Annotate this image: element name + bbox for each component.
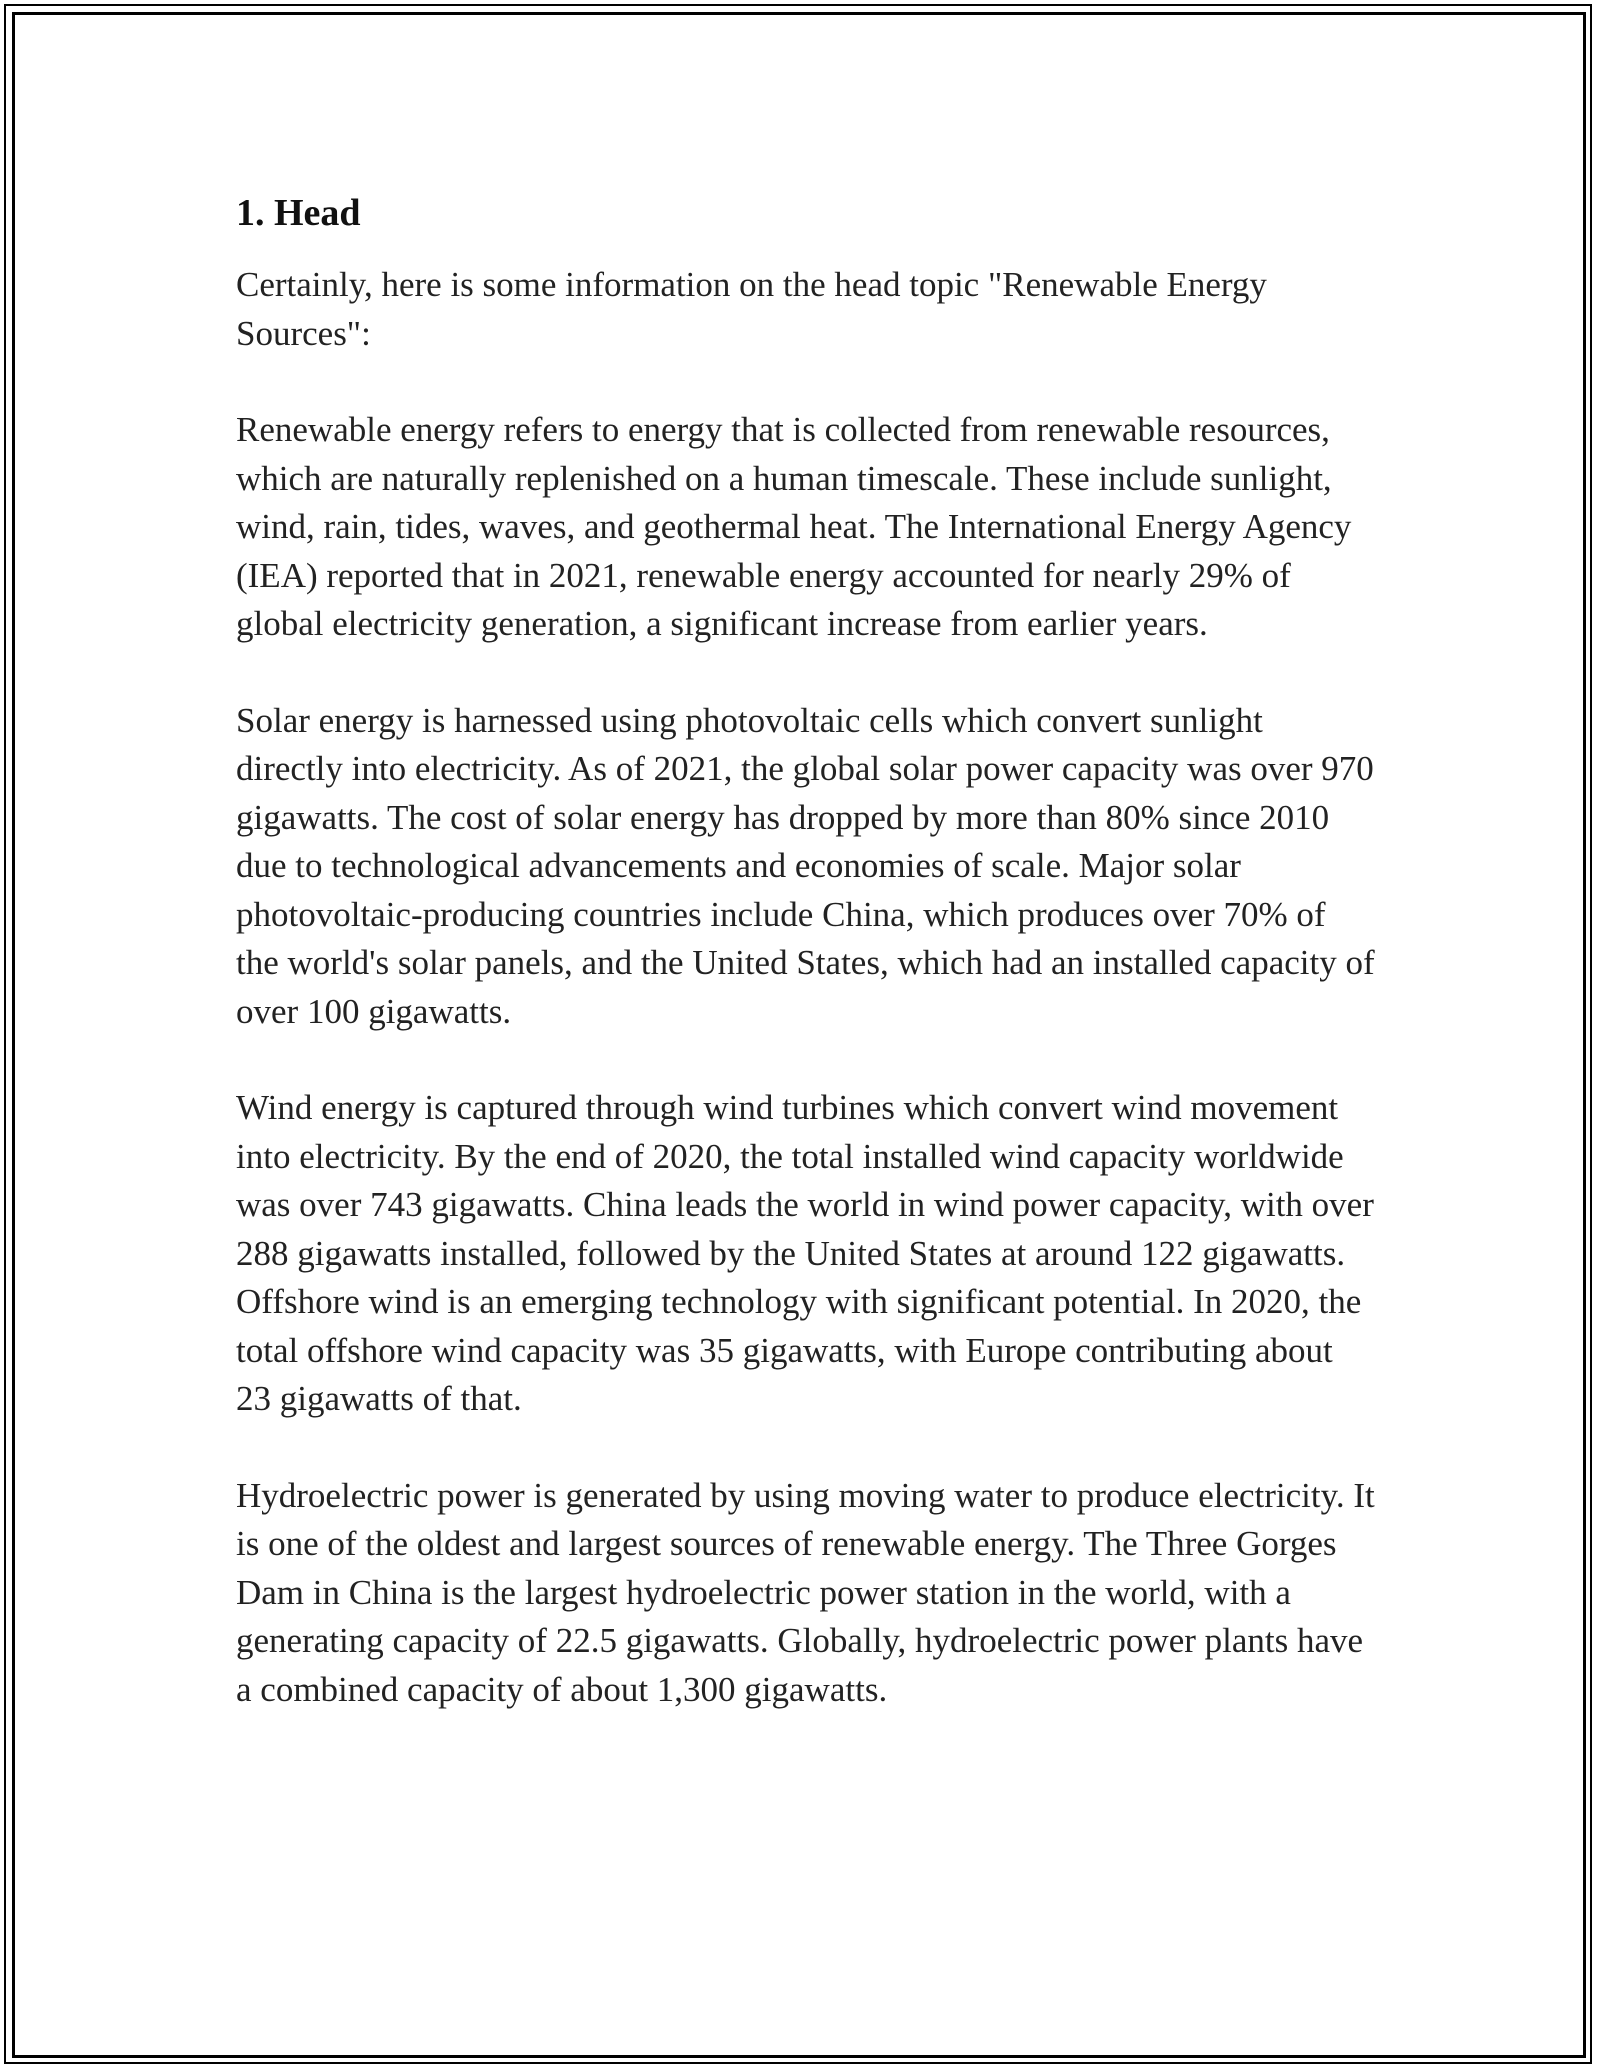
document-body [236, 185, 1376, 1762]
intro-paragraph: Certainly, here is some information on the head topic "Renewable Energy Sources": [236, 265, 1267, 353]
section-heading: 1. Head [236, 192, 361, 234]
renewable-energy-paragraph: Renewable energy refers to energy that is collected from renewable resources, which are naturally replenished on a human timescale. These include sunlight, wind, rain, tides, waves, and geothermal heat. The International Energy Agency (IEA) reported that in 2021, renewable energy accounted for nearly 29% of global electricity generation, a significant increase from earlier years. [236, 410, 1352, 643]
hydroelectric-power-paragraph: Hydroelectric power is generated by using moving water to produce electricity. It is one of the oldest and largest sources of renewable energy. The Three Gorges Dam in China is the largest hydroelectric power station in the world, with a generating capacity of 22.5 gigawatts. Globally, hydroelectric power plants have a combined capacity of about 1,300 gigawatts. [236, 1475, 1375, 1709]
solar-energy-paragraph: Solar energy is harnessed using photovoltaic cells which convert sunlight directly into electricity. As of 2021, the global solar power capacity was over 970 gigawatts. The cost of solar energy has dropped by more than 80% since 2010 due to technological advancements and economies of scale. Major solar photovoltaic-producing countries include China, which produces over 70% of the world's solar panels, and the United States, which had an installed capacity of over 100 gigawatts. [236, 700, 1375, 1031]
wind-energy-paragraph: Wind energy is captured through wind turbines which convert wind movement into electricity. By the end of 2020, the total installed wind capacity worldwide was over 743 gigawatts. China leads the world in wind power capacity, with over 288 gigawatts installed, followed by the United States at around 122 gigawatts. Offshore wind is an emerging technology with significant potential. In 2020, the total offshore wind capacity was 35 gigawatts, with Europe contributing about 23 gigawatts of that. [236, 1088, 1374, 1418]
